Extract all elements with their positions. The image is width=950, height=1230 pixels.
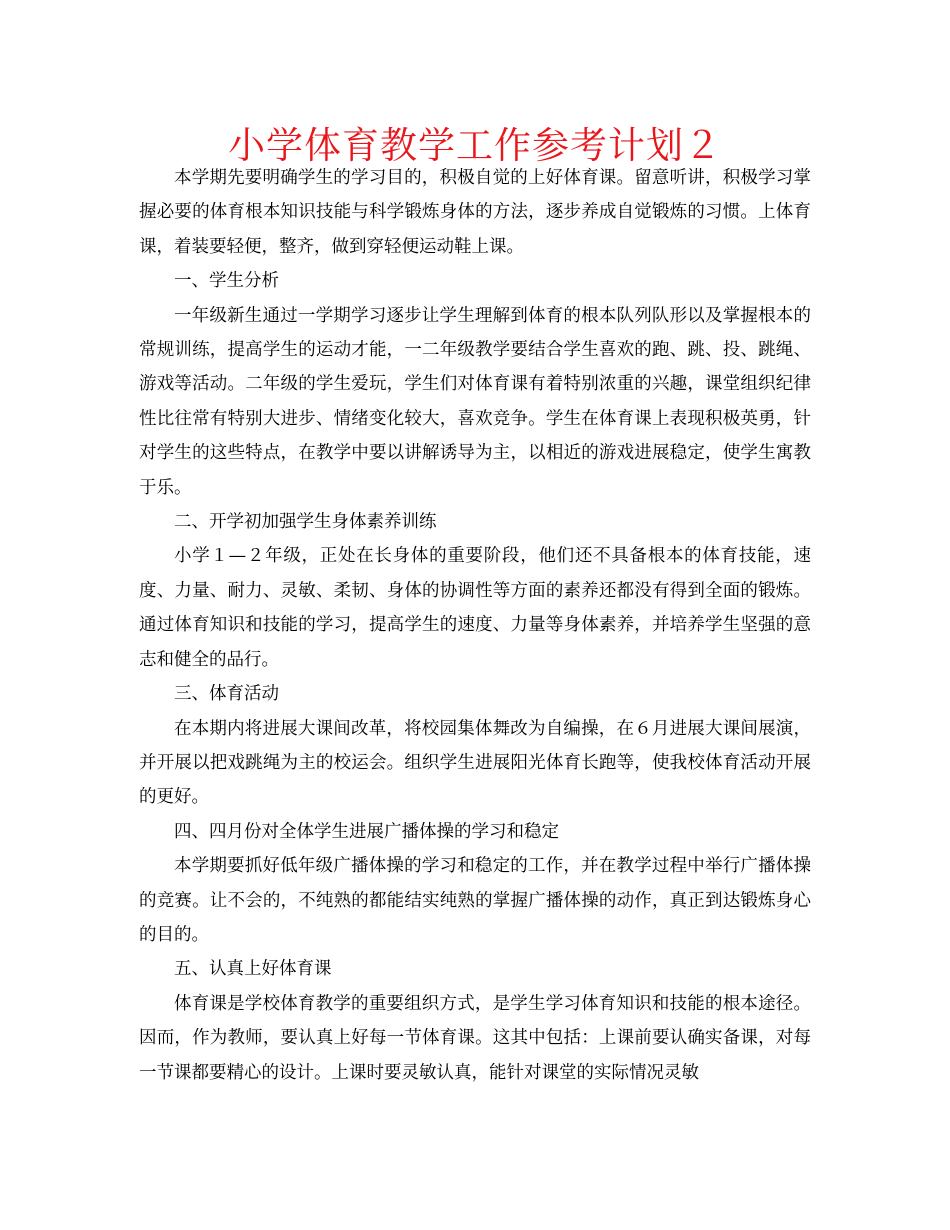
broadcast-exercise-paragraph: 本学期要抓好低年级广播体操的学习和稳定的工作，并在教学过程中举行广播体操的竞赛。让不会的，不纯熟的都能结实纯熟的掌握广播体操的动作，真正到达锻炼身心的目的。 xyxy=(139,856,811,945)
fitness-training-paragraph: 小学１—２年级，正处在长身体的重要阶段，他们还不具备根本的体育技能，速度、力量、耐力、灵敏、柔韧、身体的协调性等方面的素养还都没有得到全面的锻炼。通过体育知识和技能的学习，提高学生的速度、力量等身体素养，并培养学生坚强的意志和健全的品行。 xyxy=(139,546,811,670)
section-heading-pe-class: 五、认真上好体育课 xyxy=(174,959,332,980)
sports-activities-paragraph: 在本期内将进展大课间改革，将校园集体舞改为自编操，在６月进展大课间展演，并开展以把戏跳绳为主的校运会。组织学生进展阳光体育长跑等，使我校体育活动开展的更好。 xyxy=(139,718,811,808)
section-heading-sports-activities: 三、体育活动 xyxy=(174,684,279,705)
section-heading-broadcast-exercise: 四、四月份对全体学生进展广播体操的学习和稳定 xyxy=(174,821,559,842)
document-title: 小学体育教学工作参考计划２ xyxy=(228,124,722,167)
section-heading-fitness-training: 二、开学初加强学生身体素养训练 xyxy=(174,512,437,533)
student-analysis-paragraph: 一年级新生通过一学期学习逐步让学生理解到体育的根本队列队形以及掌握根本的常规训练，提高学生的运动才能，一二年级教学要结合学生喜欢的跑、跳、投、跳绳、游戏等活动。二年级的学生爱玩，学生们对体育课有着特别浓重的兴趣，课堂组织纪律性比往常有特别大进步、情绪变化较大，喜欢竞争。学生在体育课上表现积极英勇，针对学生的这些特点，在教学中要以讲解诱导为主，以相近的游戏进展稳定，使学生寓教于乐。 xyxy=(139,305,811,498)
intro-paragraph: 本学期先要明确学生的学习目的，积极自觉的上好体育课。留意听讲，积极学习掌握必要的体育根本知识技能与科学锻炼身体的方法，逐步养成自觉锻炼的习惯。上体育课，着装要轻便，整齐，做到穿轻便运动鞋上课。 xyxy=(139,168,811,257)
document-body xyxy=(139,161,811,1090)
pe-class-paragraph: 体育课是学校体育教学的重要组织方式，是学生学习体育知识和技能的根本途径。因而，作为教师，要认真上好每一节体育课。这其中包括：上课前要认确实备课，对每一节课都要精心的设计。上课时要灵敏认真，能针对课堂的实际情况灵敏 xyxy=(139,993,811,1083)
section-heading-student-analysis: 一、学生分析 xyxy=(174,271,279,292)
